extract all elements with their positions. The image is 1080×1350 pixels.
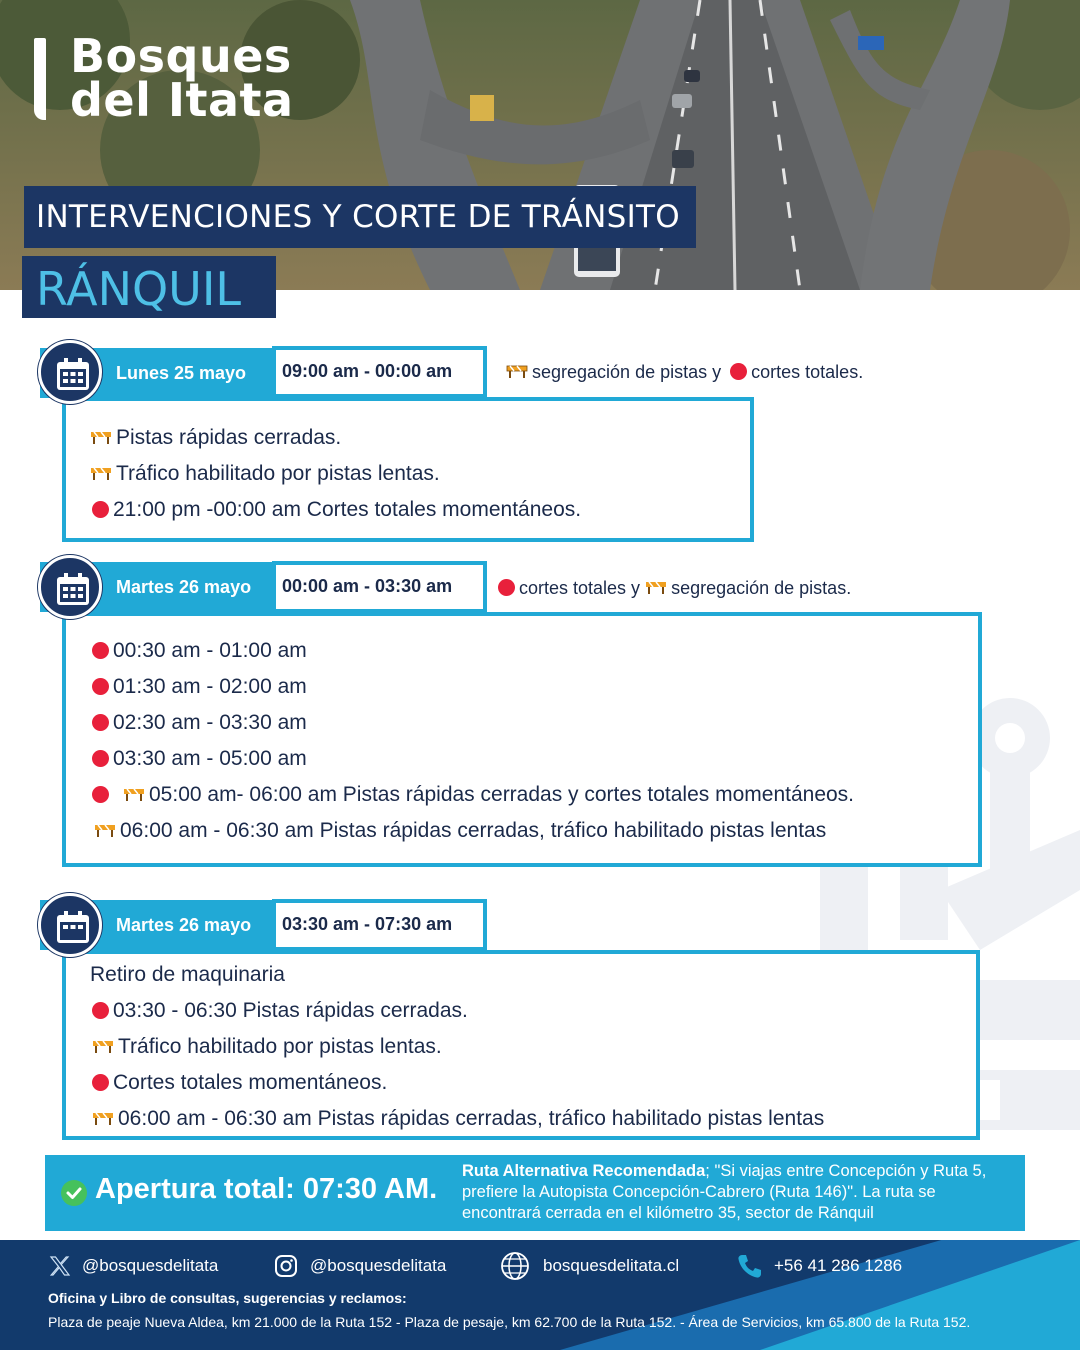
stop-icon	[498, 579, 515, 596]
x-handle: @bosquesdelitata	[82, 1256, 219, 1275]
stop-icon	[92, 750, 109, 767]
day-label-1: Lunes 25 mayo	[40, 348, 280, 398]
list-item-text: 06:00 am - 06:30 am Pistas rápidas cerradas, tráfico habilitado pistas lentas	[120, 819, 827, 842]
phone-icon	[736, 1252, 764, 1280]
legend-2	[498, 576, 851, 600]
list-item-text: 05:00 am- 06:00 am Pistas rápidas cerradas y cortes totales momentáneos.	[149, 783, 855, 806]
list-item-text: 21:00 pm -00:00 am Cortes totales momentáneos.	[113, 498, 582, 521]
website-url: bosquesdelitata.cl	[543, 1256, 680, 1275]
barrier-icon	[94, 822, 116, 838]
alternative-route	[462, 1161, 1007, 1224]
list-item	[92, 709, 307, 737]
phone-number: +56 41 286 1286	[774, 1256, 903, 1275]
brand-name	[70, 29, 294, 127]
footer	[0, 1240, 1080, 1350]
list-item-text: 03:30 am - 05:00 am	[113, 747, 307, 770]
list-item	[92, 673, 307, 701]
brand-logo-mark	[34, 38, 46, 120]
list-item	[90, 961, 285, 989]
place-title: RÁNQUIL	[22, 256, 276, 318]
list-item-text: Tráfico habilitado por pistas lentas.	[118, 1035, 442, 1058]
stop-icon	[730, 363, 747, 380]
stop-icon	[92, 501, 109, 518]
list-item-text: Cortes totales momentáneos.	[113, 1071, 388, 1094]
list-item-text: 02:30 am - 03:30 am	[113, 711, 307, 734]
time-range-2: 00:00 am - 03:30 am	[272, 561, 487, 613]
list-item	[92, 745, 307, 773]
time-range-1: 09:00 am - 00:00 am	[272, 346, 487, 398]
list-item	[92, 496, 581, 524]
legend-2-part2: segregación de pistas.	[671, 578, 852, 598]
office-locations: Plaza de peaje Nueva Aldea, km 21.000 de la Ruta 152 - Plaza de pesaje, km 62.700 de la Ruta 152. - Área de Servicios, km 65.800 de la Ruta 152.	[48, 1314, 971, 1330]
day-label-3: Martes 26 mayo	[40, 900, 280, 950]
list-item	[92, 1069, 387, 1097]
brand-logo	[34, 29, 294, 134]
barrier-icon	[645, 579, 667, 595]
list-item-text: 06:00 am - 06:30 am Pistas rápidas cerradas, tráfico habilitado pistas lentas	[118, 1107, 825, 1130]
barrier-icon	[90, 465, 112, 481]
list-item	[90, 460, 440, 488]
instagram-icon	[274, 1254, 298, 1278]
barrier-icon	[123, 786, 145, 802]
stop-icon	[92, 714, 109, 731]
instagram-handle: @bosquesdelitata	[310, 1256, 447, 1275]
list-item	[92, 637, 307, 665]
list-item	[92, 781, 854, 809]
list-item	[90, 424, 341, 452]
opening-time: Apertura total: 07:30 AM.	[95, 1173, 438, 1205]
list-item-text: Pistas rápidas cerradas.	[116, 426, 342, 449]
globe-icon	[500, 1251, 530, 1281]
legend-1	[506, 360, 863, 384]
list-item	[92, 997, 468, 1025]
brand-name-line1: Bosques	[70, 29, 292, 83]
barrier-icon	[92, 1110, 114, 1126]
time-range-3: 03:30 am - 07:30 am	[272, 899, 487, 951]
list-item	[92, 1105, 824, 1133]
list-item-text: Tráfico habilitado por pistas lentas.	[116, 462, 440, 485]
legend-2-part1: cortes totales y	[519, 578, 641, 598]
day-label-2: Martes 26 mayo	[40, 562, 280, 612]
barrier-icon	[90, 429, 112, 445]
stop-icon	[92, 1002, 109, 1019]
alternative-route-body: ; "Si viajas entre Concepción y Ruta 5, prefiere la Autopista Concepción-Cabrero (Ruta 146)". La ruta se encontrará cerrada en el kilómetro 35, sector de Ránquil	[462, 1162, 987, 1222]
barrier-icon	[92, 1038, 114, 1054]
list-item	[92, 1033, 442, 1061]
calendar-icon	[38, 893, 102, 957]
alternative-route-title: Ruta Alternativa Recomendada	[462, 1162, 706, 1180]
stop-icon	[92, 642, 109, 659]
stop-icon	[92, 678, 109, 695]
brand-name-line2: del Itata	[70, 73, 294, 127]
list-item-text: 01:30 am - 02:00 am	[113, 675, 307, 698]
list-item-text: 00:30 am - 01:00 am	[113, 639, 307, 662]
list-item	[94, 817, 826, 845]
calendar-icon	[38, 340, 102, 404]
office-title: Oficina y Libro de consultas, sugerencias y reclamos:	[48, 1290, 407, 1306]
list-item-text: 03:30 - 06:30 Pistas rápidas cerradas.	[113, 999, 468, 1022]
legend-1-part1: segregación de pistas y	[532, 362, 722, 382]
page-title: INTERVENCIONES Y CORTE DE TRÁNSITO	[24, 186, 696, 248]
opening-banner	[45, 1155, 1025, 1231]
calendar-icon	[38, 555, 102, 619]
list-item-text: Retiro de maquinaria	[90, 963, 285, 986]
stop-icon	[92, 1074, 109, 1091]
x-logo-icon	[48, 1254, 72, 1278]
check-circle-icon	[61, 1180, 87, 1206]
barrier-icon	[506, 363, 528, 379]
legend-1-part2: cortes totales.	[751, 362, 864, 382]
stop-icon	[92, 786, 109, 803]
